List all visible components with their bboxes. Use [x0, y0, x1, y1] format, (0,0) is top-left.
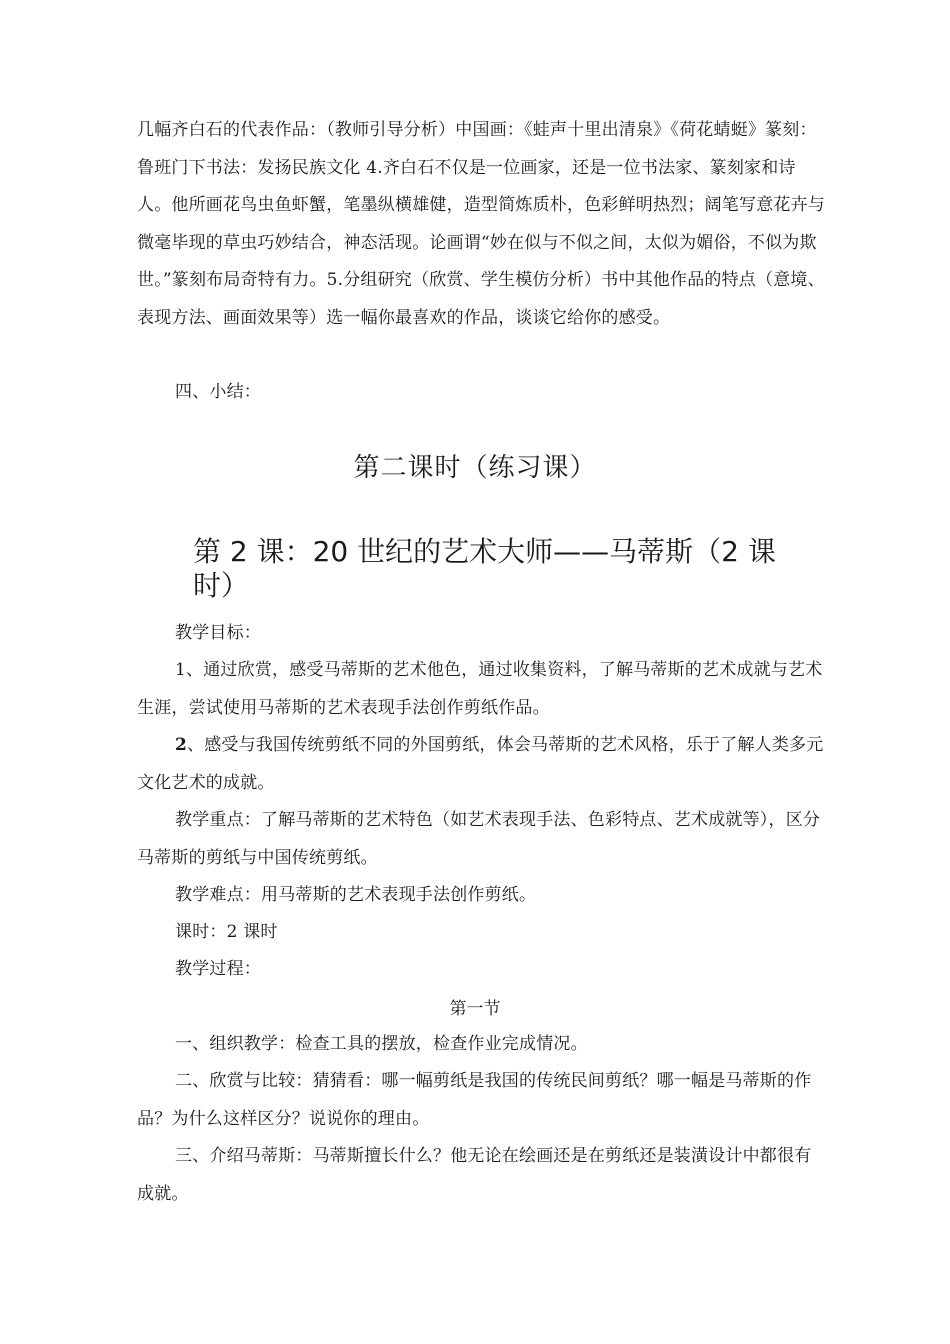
- summary-heading: 四、小结：: [175, 382, 261, 402]
- step-2: 二、欣赏与比较：猜猜看：哪一幅剪纸是我国的传统民间剪纸？哪一幅是马蒂斯的作品？为什么这样区分？说说你的理由。: [137, 1071, 812, 1129]
- key-point: 教学重点：了解马蒂斯的艺术特色（如艺术表现手法、色彩特点、艺术成就等），区分马蒂斯的剪纸与中国传统剪纸。: [137, 810, 821, 868]
- goal-1: [137, 652, 827, 727]
- lesson-period-heading: 第二课时（练习课）: [353, 453, 597, 483]
- goal-1-number: 1: [175, 660, 187, 680]
- section-title: 第一节: [449, 999, 501, 1019]
- goal-2: [137, 727, 827, 802]
- difficulty: 教学难点：用马蒂斯的艺术表现手法创作剪纸。: [175, 885, 537, 905]
- goal-1-text: 、通过欣赏，感受马蒂斯的艺术他色，通过收集资料，了解马蒂斯的艺术成就与艺术生涯，尝试使用马蒂斯的艺术表现手法创作剪纸作品。: [137, 660, 823, 718]
- goals-label: 教学目标：: [175, 623, 261, 643]
- lesson-title: 第 2 课：20 世纪的艺术大师——马蒂斯（2 课时）: [193, 535, 776, 602]
- goal-2-number: 2: [175, 735, 188, 755]
- intro-paragraph: 几幅齐白石的代表作品：（教师引导分析）中国画：《蛙声十里出清泉》《荷花蜻蜓》篆刻：鲁班门下书法：发扬民族文化 4.齐白石不仅是一位画家，还是一位书法家、篆刻家和诗人。他所画花鸟虫鱼虾蟹，笔墨纵横雄健，造型简炼质朴，色彩鲜明热烈；阔笔写意花卉与微毫毕现的草虫巧妙结合，神态活现。论画谓“妙在似与不似之间，太似为媚俗，不似为欺世。”篆刻布局奇特有力。5.分组研究（欣赏、学生模仿分析）书中其他作品的特点（意境、表现方法、画面效果等）选一幅你最喜欢的作品，谈谈它给你的感受。: [137, 120, 825, 328]
- class-hours: 课时：2 课时: [175, 922, 278, 942]
- step-1: 一、组织教学：检查工具的摆放，检查作业完成情况。: [175, 1034, 588, 1054]
- process-label: 教学过程：: [175, 959, 261, 979]
- step-3: 三、介绍马蒂斯：马蒂斯擅长什么？他无论在绘画还是在剪纸还是装潢设计中都很有成就。: [137, 1146, 812, 1204]
- goal-2-text: 、感受与我国传统剪纸不同的外国剪纸，体会马蒂斯的艺术风格，乐于了解人类多元文化艺术的成就。: [137, 735, 824, 793]
